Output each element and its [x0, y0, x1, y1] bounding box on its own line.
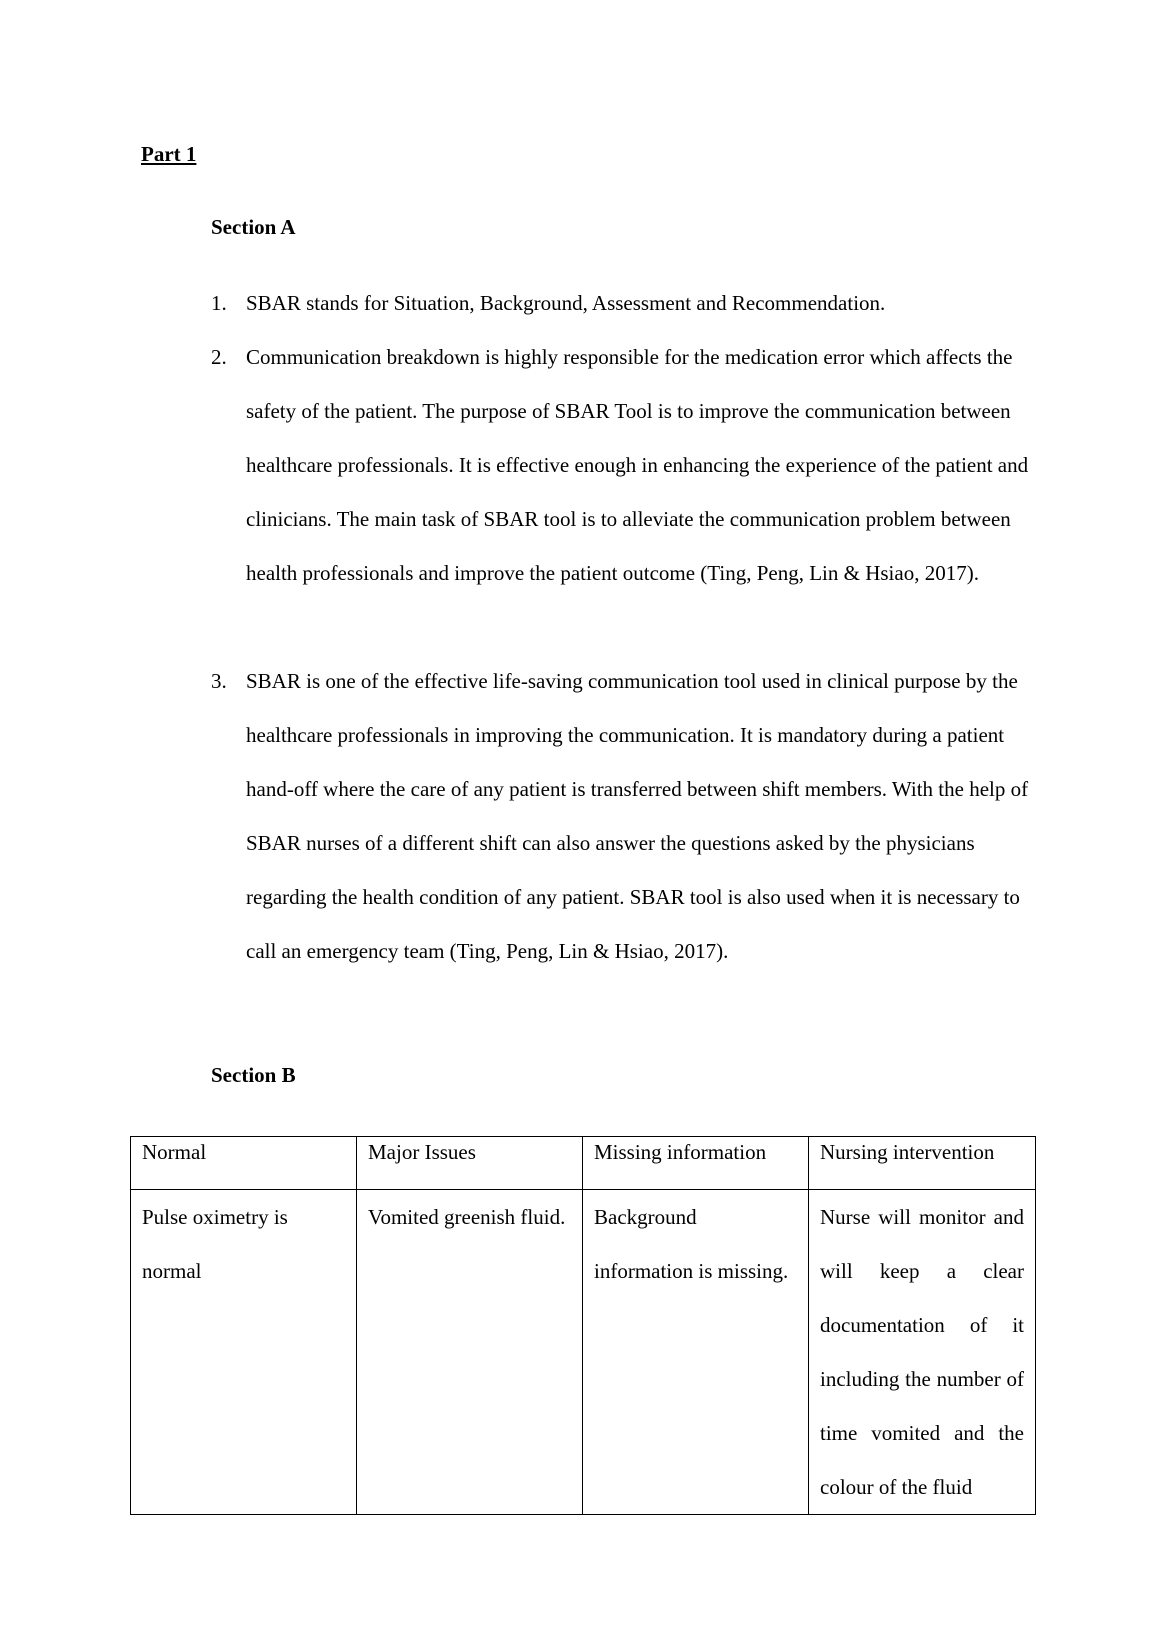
- list-item: [211, 654, 1041, 978]
- table-header-cell: Missing information: [583, 1137, 809, 1190]
- list-item-text: SBAR is one of the effective life-saving communication tool used in clinical purpose by the healthcare professionals in improving the communication. It is mandatory during a patient hand-off where the care of any patient is transferred between shift members. With the help of SBAR nurses of a different shift can also answer the questions asked by the physicians regarding the health condition of any patient. SBAR tool is also used when it is necessary to call an emergency team (Ting, Peng, Lin & Hsiao, 2017).: [246, 669, 1029, 963]
- list-item: [211, 276, 1041, 330]
- table-cell: Nurse will monitor and will keep a clear documentation of it including the number of time vomited and the colour of the fluid: [809, 1190, 1036, 1515]
- table-cell: Vomited greenish fluid.: [357, 1190, 583, 1515]
- table-header-row: [131, 1137, 1036, 1190]
- section-a-title: Section A: [211, 215, 296, 239]
- list-item-number: 3.: [211, 669, 227, 693]
- table-header-cell: Normal: [131, 1137, 357, 1190]
- table-cell: Pulse oximetry is normal: [131, 1190, 357, 1515]
- table-header-cell: Major Issues: [357, 1137, 583, 1190]
- table-row: [131, 1190, 1036, 1515]
- section-b-title: Section B: [211, 1063, 296, 1087]
- section-b-table: [130, 1136, 1036, 1515]
- part-title: Part 1: [141, 142, 197, 166]
- list-item-number: 1.: [211, 291, 227, 315]
- list-item-number: 2.: [211, 345, 227, 369]
- table-cell: Background information is missing.: [583, 1190, 809, 1515]
- list-item-text: Communication breakdown is highly responsible for the medication error which affects the safety of the patient. The purpose of SBAR Tool is to improve the communication between healthcare professionals. It is effective enough in enhancing the experience of the patient and clinicians. The main task of SBAR tool is to alleviate the communication problem between health professionals and improve the patient outcome (Ting, Peng, Lin & Hsiao, 2017).: [246, 345, 1029, 585]
- list-item-text: SBAR stands for Situation, Background, Assessment and Recommendation.: [246, 291, 886, 315]
- list-item: [211, 330, 1041, 600]
- table-header-cell: Nursing intervention: [809, 1137, 1036, 1190]
